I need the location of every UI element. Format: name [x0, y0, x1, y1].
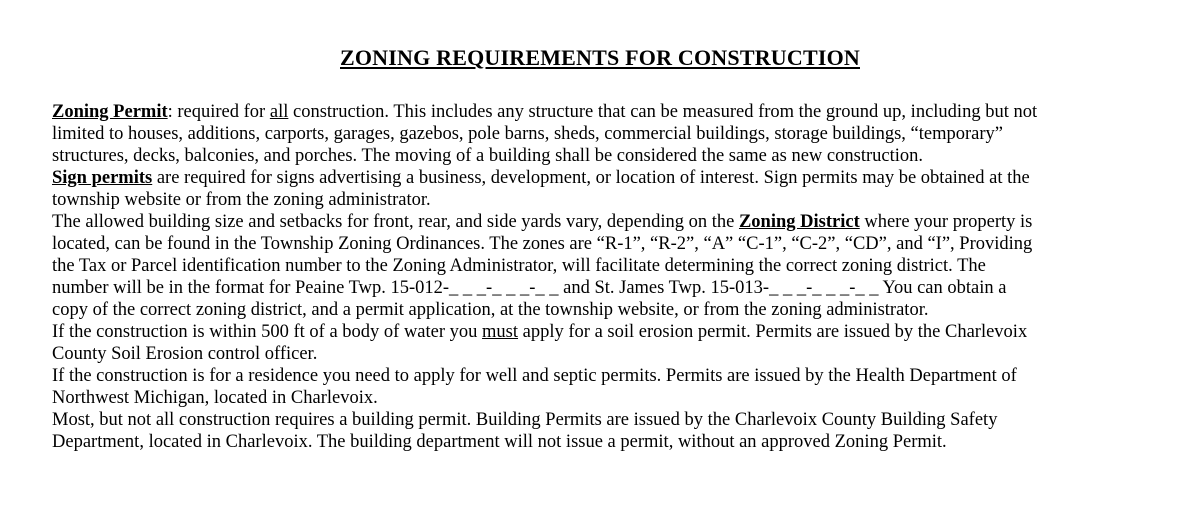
well-septic-line-1: If the construction is for a residence you need to apply for well and septic permits. Permits are issued by the Health Department of — [52, 366, 1017, 386]
soil-erosion-line-2: County Soil Erosion control officer. — [52, 344, 318, 364]
setbacks-text: The allowed building size and setbacks for front, rear, and side yards vary, depending on the — [52, 212, 739, 232]
soil-erosion-text: If the construction is within 500 ft of a body of water you — [52, 322, 483, 342]
well-septic-line-2: Northwest Michigan, located in Charlevoix. — [52, 388, 378, 408]
sign-permits-text: are required for signs advertising a business, development, or location of interest. Sign permits may be obtained at the — [152, 168, 1030, 188]
setbacks-line-3: the Tax or Parcel identification number to the Zoning Administrator, will facilitate determining the correct zoning district. The — [52, 256, 986, 276]
sign-permits-line-2: township website or from the zoning administrator. — [52, 190, 431, 210]
document-body — [52, 101, 1162, 453]
building-permit-line-1: Most, but not all construction requires a building permit. Building Permits are issued by the Charlevoix County Building Safety — [52, 410, 998, 430]
soil-erosion-text: apply for a soil erosion permit. Permits are issued by the Charlevoix — [518, 322, 1028, 342]
zoning-permit-line-3: structures, decks, balconies, and porches. The moving of a building shall be considered the same as new construction. — [52, 146, 923, 166]
sign-permits-heading: Sign permits — [52, 168, 153, 188]
soil-erosion-line-1 — [52, 321, 1162, 343]
document-title: ZONING REQUIREMENTS FOR CONSTRUCTION — [340, 45, 860, 70]
zoning-permit-text: : required for — [167, 102, 270, 122]
setbacks-line-4: number will be in the format for Peaine Twp. 15-012-_ _ _-_ _ _-_ _ and St. James Twp. 15-013-_ _ _-_ _ _-_ _ You can obtain a — [52, 278, 1007, 298]
setbacks-text: where your property is — [859, 212, 1033, 232]
building-permit-line-2: Department, located in Charlevoix. The building department will not issue a permit, without an approved Zoning Permit. — [52, 432, 947, 452]
zoning-permit-text: construction. This includes any structure that can be measured from the ground up, including but not — [288, 102, 1038, 122]
emphasis-all: all — [269, 102, 289, 122]
zoning-permit-line-2: limited to houses, additions, carports, garages, gazebos, pole barns, sheds, commercial buildings, storage buildings, “temporary” — [52, 124, 1003, 144]
zoning-permit-heading: Zoning Permit — [52, 102, 168, 122]
emphasis-must: must — [482, 322, 519, 342]
zoning-permit-line-1 — [52, 101, 1162, 123]
zoning-district-term: Zoning District — [738, 212, 860, 232]
setbacks-line-2: located, can be found in the Township Zoning Ordinances. The zones are “R-1”, “R-2”, “A” “C-1”, “C-2”, “CD”, and “I”, Providing — [52, 234, 1033, 254]
sign-permits-line-1 — [52, 167, 1162, 189]
setbacks-line-5: copy of the correct zoning district, and a permit application, at the township website, or from the zoning administrator. — [52, 300, 929, 320]
setbacks-line-1 — [52, 211, 1162, 233]
